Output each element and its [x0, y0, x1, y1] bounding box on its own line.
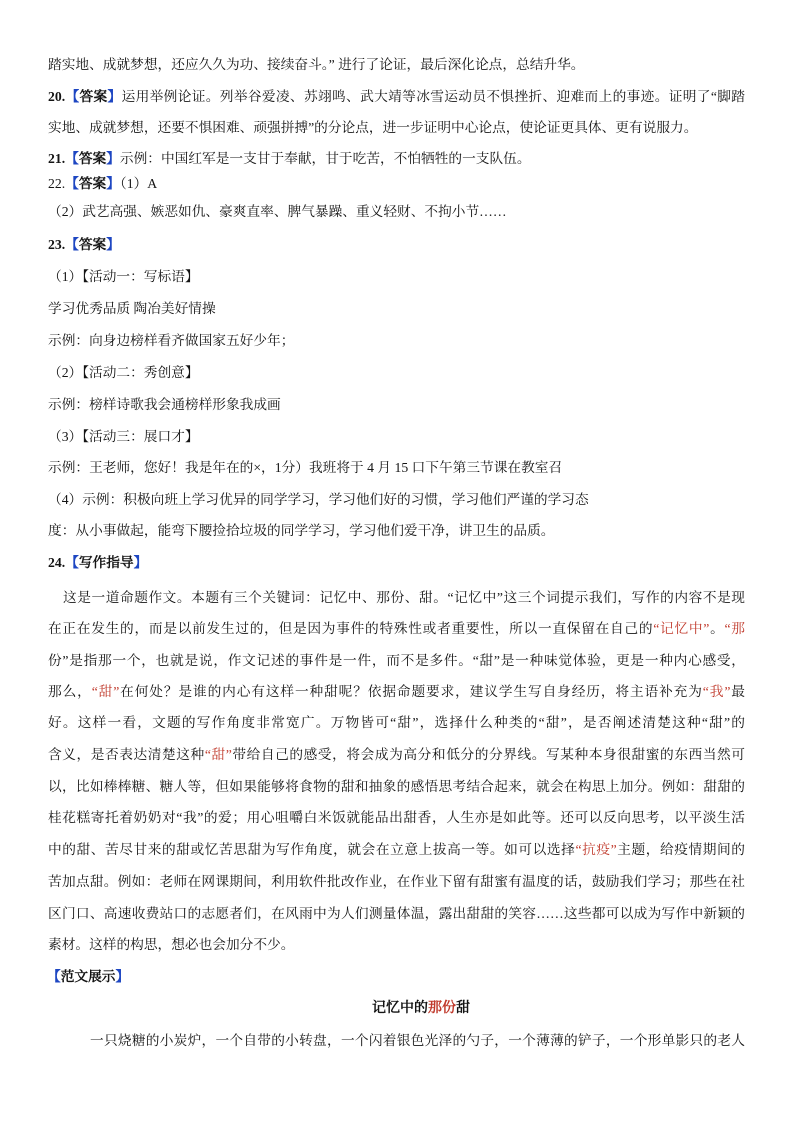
q23-answer-tag: 答案 [78, 237, 107, 252]
essay-title-part: 记忆中的 [372, 1001, 428, 1016]
essay-first-line [90, 1031, 745, 1051]
guide-text: 那么， [48, 684, 92, 699]
guide-text: 苦加点甜。例如：老师在网课期间，利用软件批改作业，在作业下留有甜蜜有温度的话，鼓励我们学习；那些在社 [48, 874, 745, 889]
guide-text: 在正在发生的，而是以前发生过的，但是因为事件的特殊性或者重要性，所以一直保留在自己的 [48, 621, 654, 636]
q20-line-1 [48, 87, 745, 107]
q20-answer-tag: 答案 [79, 89, 108, 104]
model-essay-tag: 范文展示 [60, 969, 116, 984]
guide-text: 以，比如棒棒糖、糖人等，但如果能够将食物的甜和抽象的感悟思考结合起来，就会在构思上加分。例如：甜甜的 [48, 779, 745, 794]
guide-emphasis: “甜” [91, 684, 120, 699]
q24-heading [48, 553, 147, 573]
q23-heading [48, 235, 120, 255]
q20-number: 20. [48, 89, 66, 104]
guide-emphasis: “甜” [204, 747, 232, 762]
guide-text: 这是一道命题作文。本题有三个关键词：记忆中、那份、甜。“记忆中”这三个词提示我们，写作的内容不是现 [63, 590, 745, 605]
guide-text: 中的甜、苦尽甘来的甜或忆苦思甜为写作角度，就会在立意上拔高一等。如可以选择 [48, 842, 576, 857]
guide-line [48, 651, 745, 671]
guide-line [48, 713, 745, 733]
guide-emphasis: “我” [702, 684, 731, 699]
guide-text: 带给自己的感受，将会成为高分和低分的分界线。写某种本身很甜蜜的东西当然可 [231, 747, 745, 762]
q23-example-2: 示例：榜样诗歌我会通榜样形象我成画 [48, 397, 281, 412]
tag-bracket-close: 】 [106, 151, 120, 166]
q21-answer-tag: 答案 [78, 151, 107, 166]
q21-number: 21. [48, 151, 66, 166]
tag-bracket-open: 【 [65, 555, 79, 570]
tag-bracket-close: 】 [115, 969, 130, 984]
guide-text: 。 [709, 621, 725, 636]
q22-part-1: （1）A [119, 176, 158, 191]
q23-example-4-line-1: （4）示例：积极向班上学习优异的同学学习，学习他们好的习惯，学习他们严谨的学习态 [48, 492, 589, 507]
tag-bracket-close: 】 [107, 89, 122, 104]
guide-line [48, 777, 745, 797]
q22-answer-tag: 答案 [78, 176, 107, 191]
guide-line [48, 682, 745, 702]
guide-emphasis: “那 [724, 621, 745, 636]
guide-emphasis: “抗疫” [575, 842, 617, 857]
guide-text: 桂花糕寄托着奶奶对“我”的爱；用心咀嚼白米饭就能品出甜香，人生亦是如此等。还可以反向思考，以平淡生活 [48, 810, 745, 825]
q23-activity-2-title: （2）【活动二：秀创意】 [48, 365, 199, 380]
q22-part-2: （2）武艺高强、嫉恶如仇、豪爽直率、脾气暴躁、重义轻财、不拘小节…… [48, 204, 507, 219]
guide-line [48, 935, 294, 955]
q23-example-1: 示例：向身边榜样看齐做国家五好少年； [48, 333, 295, 348]
q22-number: 22. [48, 176, 66, 191]
q22-line-1 [48, 174, 157, 194]
guide-line [48, 840, 745, 860]
tag-bracket-close: 】 [133, 555, 148, 570]
q23-slogan: 学习优秀品质 陶冶美好情操 [48, 301, 216, 316]
guide-text: 主题，给疫情期间的 [616, 842, 745, 857]
guide-line [48, 619, 745, 639]
q23-example-4-line-2: 度：从小事做起，能弯下腰捡拾垃圾的同学学习，学习他们爱干净，讲卫生的品质。 [48, 523, 555, 538]
q20-line-2: 实地、成就梦想，还要不惧困难、顽强拼搏”的分论点，进一步证明中心论点，使论证更具体、更有说服力。 [48, 120, 698, 135]
tag-bracket-open: 【 [65, 176, 79, 191]
guide-text: 好。这样一看，文题的写作角度非常宽广。万物皆可“甜”，选择什么种类的“甜”，是否阐述清楚这种“甜”的 [48, 715, 745, 730]
guide-line [48, 872, 745, 892]
guide-line [63, 588, 745, 608]
guide-text: 最 [730, 684, 745, 699]
guide-text: 区门口、高速收费站口的志愿者们，在风雨中为人们测量体温，露出甜甜的笑容……这些都可以成为写作中新颖的 [48, 906, 745, 921]
q23-number: 23. [48, 237, 66, 252]
guide-text: 份”是指那一个，也就是说，作文记述的事件是一件，而不是多件。“甜”是一种味觉体验，更是一种内心感受， [48, 653, 745, 668]
guide-line [48, 808, 745, 828]
tag-bracket-close: 】 [106, 237, 120, 252]
q23-example-3: 示例：王老师，您好！我是年在的×，1分）我班将于 4 月 15 口下午第三节课在教室召 [48, 460, 563, 475]
q24-guide-tag: 写作指导 [78, 555, 134, 570]
guide-text: 含义，是否表达清楚这种 [48, 747, 205, 762]
essay-title-emphasis: 那份 [428, 1001, 456, 1016]
previous-answer-tail: 踏实地、成就梦想，还应久久为功、接续奋斗。” 进行了论证，最后深化论点，总结升华。 [48, 57, 585, 72]
q23-activity-1-title: （1）【活动一：写标语】 [48, 269, 199, 284]
q20-answer-text: 运用举例论证。列举谷爱凌、苏翊鸣、武大靖等冰雪运动员不惧挫折、迎难而上的事迹。证明了“脚踏 [121, 89, 745, 104]
model-essay-heading [47, 967, 129, 987]
essay-title-part: 甜 [456, 1001, 470, 1016]
essay-text: 一只烧糖的小炭炉，一个自带的小转盘，一个闪着银色光泽的勺子，一个薄薄的铲子，一个形单影只的老人 [90, 1033, 745, 1048]
q23-activity-3-title: （3）【活动三：展口才】 [48, 429, 199, 444]
q21-answer-text: 示例：中国红军是一支甘于奉献，甘于吃苦，不怕牺牲的一支队伍。 [119, 151, 531, 166]
guide-line [48, 745, 745, 765]
q21-line [48, 149, 531, 169]
guide-text: 素材。这样的构思，想必也会加分不少。 [48, 937, 295, 952]
essay-title [372, 999, 470, 1019]
tag-bracket-close: 】 [106, 176, 120, 191]
guide-line [48, 904, 745, 924]
tag-bracket-open: 【 [65, 237, 79, 252]
guide-emphasis: “记忆中” [653, 621, 710, 636]
tag-bracket-open: 【 [65, 89, 80, 104]
guide-text: 在何处？是谁的内心有这样一种甜呢？依据命题要求，建议学生写自身经历，将主语补充为 [119, 684, 703, 699]
tag-bracket-open: 【 [65, 151, 79, 166]
tag-bracket-open: 【 [47, 969, 61, 984]
q24-number: 24. [48, 555, 66, 570]
